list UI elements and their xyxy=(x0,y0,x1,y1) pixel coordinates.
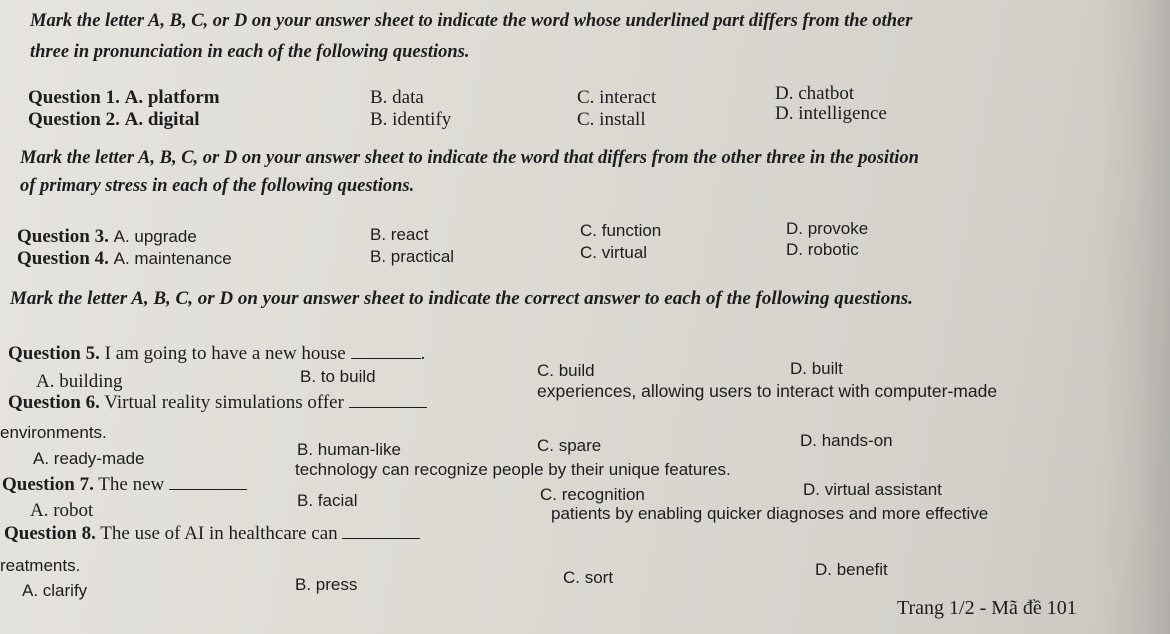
option-d: D. virtual assistant xyxy=(803,480,942,499)
option-c: C. install xyxy=(577,109,646,130)
answer-blank xyxy=(169,475,247,490)
option-b: B. identify xyxy=(370,109,452,130)
option-b: B. to build xyxy=(300,367,376,386)
instruction-stress-line2: of primary stress in each of the following questions. xyxy=(20,176,415,196)
option-a: A. building xyxy=(36,371,123,392)
question-8-stem-continued: patients by enabling quicker diagnoses and more effective xyxy=(551,504,989,523)
answer-blank xyxy=(349,393,427,408)
option-a: A. robot xyxy=(30,500,94,521)
question-6-stem xyxy=(8,392,427,414)
question-label: Question 5. xyxy=(8,343,100,364)
option-c: C. virtual xyxy=(580,243,648,262)
option-b: B. data xyxy=(370,87,424,108)
option-b: B. practical xyxy=(370,247,455,266)
stem-text: Virtual reality simulations offer xyxy=(104,392,344,413)
option-a: A. ready-made xyxy=(33,449,145,468)
question-8-stem xyxy=(4,523,420,545)
question-label: Question 2. xyxy=(28,109,120,130)
stem-text: I am going to have a new house xyxy=(104,343,346,364)
question-label: Question 8. xyxy=(4,523,96,544)
option-c: C. build xyxy=(537,361,595,380)
instruction-pronunciation-line2: three in pronunciation in each of the following questions. xyxy=(30,42,470,62)
question-label: Question 6. xyxy=(8,392,100,413)
option-a: A. upgrade xyxy=(113,227,197,246)
option-c: C. interact xyxy=(577,87,657,108)
question-label: Question 7. xyxy=(2,474,94,495)
option-d: D. built xyxy=(790,359,843,378)
option-c: C. recognition xyxy=(540,485,645,504)
option-b: B. react xyxy=(370,225,429,244)
instruction-pronunciation-line1: Mark the letter A, B, C, or D on your answer sheet to indicate the word whose underlined part differs from the other xyxy=(30,11,913,31)
question-label: Question 1. xyxy=(28,87,120,108)
option-c: C. function xyxy=(580,221,662,240)
stem-end: . xyxy=(420,343,426,364)
question-5-stem xyxy=(8,343,425,365)
instruction-stress-line1: Mark the letter A, B, C, or D on your answer sheet to indicate the word that differs from the other three in the position xyxy=(20,148,919,168)
option-d: D. robotic xyxy=(786,240,859,259)
stem-text: The new xyxy=(98,474,165,495)
option-b: B. human-like xyxy=(297,440,401,459)
option-a: A. digital xyxy=(124,109,200,130)
option-c: C. sort xyxy=(563,568,614,587)
option-d: D. intelligence xyxy=(775,103,887,124)
question-1 xyxy=(28,87,220,109)
question-label: Question 4. xyxy=(17,248,109,269)
option-a: A. platform xyxy=(124,87,220,108)
question-6-stem-continued: experiences, allowing users to interact with computer-made xyxy=(537,381,998,401)
question-8-stem-line2: reatments. xyxy=(0,556,81,575)
answer-blank xyxy=(342,524,420,539)
option-c: C. spare xyxy=(537,436,602,455)
option-b: B. facial xyxy=(297,491,358,510)
question-7-stem xyxy=(2,474,247,496)
instruction-correct-answer: Mark the letter A, B, C, or D on your answer sheet to indicate the correct answer to each of the following questions. xyxy=(10,288,913,309)
question-3 xyxy=(17,226,197,248)
option-d: D. provoke xyxy=(786,219,869,238)
option-d: D. chatbot xyxy=(775,83,855,104)
option-d: D. benefit xyxy=(815,560,888,579)
question-4 xyxy=(17,248,232,270)
option-a: A. clarify xyxy=(22,581,88,600)
page-footer: Trang 1/2 - Mã đề 101 xyxy=(897,597,1077,619)
option-a: A. maintenance xyxy=(113,249,232,268)
question-6-stem-line2: environments. xyxy=(0,423,107,442)
option-d: D. hands-on xyxy=(800,431,893,450)
answer-blank xyxy=(351,344,421,359)
stem-text: The use of AI in healthcare can xyxy=(100,523,338,544)
question-7-stem-continued: technology can recognize people by their unique features. xyxy=(295,460,731,479)
question-label: Question 3. xyxy=(17,226,109,247)
option-b: B. press xyxy=(295,575,358,594)
page-fold-shadow xyxy=(1100,0,1170,634)
question-2 xyxy=(28,109,200,131)
